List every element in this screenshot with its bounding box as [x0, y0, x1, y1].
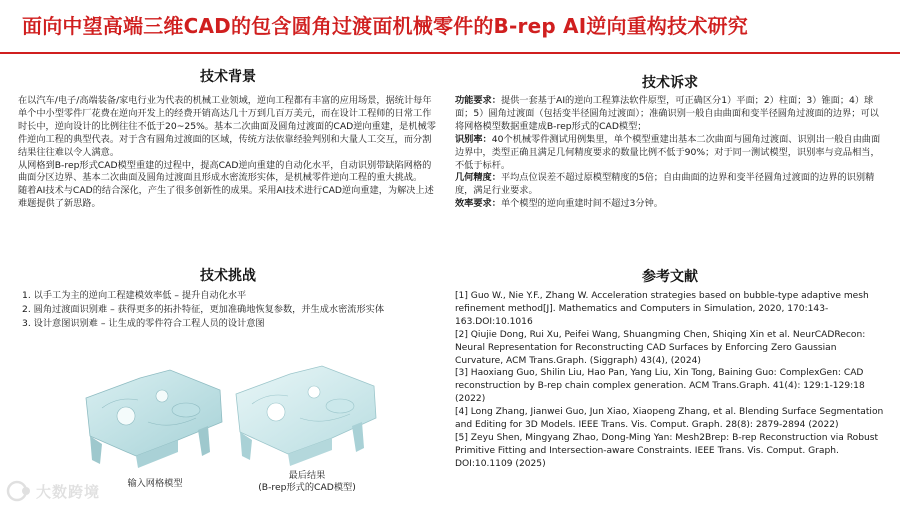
demand-function-label: 功能要求： — [455, 95, 501, 106]
demand-recognition-label: 识别率： — [455, 133, 492, 145]
challenges-list — [22, 290, 427, 331]
background-paragraph-2: 从网格到B-rep形式CAD模型重建的过程中，提高CAD逆向重建的自动化水平，自动识别带缺陷网格的曲面分区边界、基本二次曲面及圆角过渡面且形成水密流形实体，是机械零件逆向工程的重大挑战。 — [18, 159, 432, 184]
result-cad-caption-line2: (B-rep形式的CAD模型) — [258, 482, 356, 493]
reference-item-1: [1] Guo W., Nie Y.F., Zhang W. Acceleration strategies based on bubble-type adaptive mesh refinement method[J]. Mathematics and Computers in Simulation, 2020, 170:143-163.DOI:10.1016 — [455, 291, 869, 327]
reference-item-3: [3] Haoxiang Guo, Shilin Liu, Hao Pan, Yang Liu, Xin Tong, Baining Guo: ComplexGen: CAD reconstruction by B-rep chain complex generation. ACM Trans.Graph. 41(4): 129:1-129:18 (2022) — [455, 368, 865, 405]
input-mesh-model-image — [78, 360, 228, 472]
challenges-heading: 技术挑战 — [200, 268, 256, 284]
demand-efficiency — [455, 198, 885, 211]
reference-item-2: [2] Qiujie Dong, Rui Xu, Peifei Wang, Shuangming Chen, Shiqing Xin et al. NeurCADRecon: Neural Representation for Reconstructing CAD Surfaces by Enforcing Zero Gaussian Curvature, ACM Trans.Graph. (Siggraph) 43(4), (2024) — [455, 329, 866, 366]
result-cad-model-image — [230, 358, 380, 470]
title-divider — [0, 52, 900, 54]
reference-item-4: [4] Long Zhang, Jianwei Guo, Jun Xiao, Xiaopeng Zhang, et al. Blending Surface Segmentation and Editing for 3D Models. IEEE Trans. Vis. Comput. Graph. 28(8): 2879-2894 (2022) — [455, 407, 884, 431]
challenge-item-2: 2. 圆角过渡面识别难 – 获得更多的拓扑特征，更加准确地恢复参数，并生成水密流形实体 — [22, 303, 385, 315]
demands-heading: 技术诉求 — [642, 75, 698, 91]
challenge-item-1: 1. 以手工为主的逆向工程建模效率低 – 提升自动化水平 — [22, 290, 247, 301]
watermark-text: 大数跨境 — [36, 482, 101, 501]
background-heading: 技术背景 — [200, 69, 256, 85]
watermark-logo-icon — [6, 480, 32, 502]
poster-title: 面向中望高端三维CAD的包含圆角过渡面机械零件的B-rep AI逆向重构技术研究 — [22, 14, 748, 38]
references-list — [455, 290, 885, 471]
result-cad-caption — [232, 470, 382, 494]
background-body — [18, 95, 438, 211]
demand-precision — [455, 172, 885, 198]
references-heading: 参考文献 — [642, 269, 698, 285]
demand-function-text: 提供一套基于AI的逆向工程算法软件原型，可正确区分1）平面；2）柱面；3）锥面；4）球面；5）圆角过渡面（包括变半径圆角过渡面）；准确识别一般自由曲面和变半径圆角过渡面的边界；可以将网格模型数据重建成B-rep形式的CAD模型； — [455, 95, 879, 132]
demands-body — [455, 95, 885, 211]
demand-recognition — [455, 134, 885, 173]
demand-efficiency-text: 单个模型的逆向重建时间不超过3分钟。 — [500, 198, 663, 210]
demand-recognition-text: 40个机械零件测试用例集里，单个模型重建出基本二次曲面与圆角过渡面、识别出一般自由曲面边界中，类型正确且满足几何精度要求的数量比例不低于90%；对于同一测试模型，识别率与竞品相当，不低于标杆。 — [455, 133, 881, 171]
watermark — [6, 478, 100, 504]
result-cad-caption-line1: 最后结果 — [288, 470, 326, 481]
challenges-body — [22, 290, 427, 332]
reference-item-5: [5] Zeyu Shen, Mingyang Zhao, Dong-Ming Yan: Mesh2Brep: B-rep Reconstruction via Robust Primitive Fitting and Intersection-aware Constraints. IEEE Trans. Vis. Comput. Graph. DOI:10.1109 (2025) — [455, 432, 879, 469]
input-mesh-caption: 输入网格模型 — [127, 478, 183, 489]
challenge-item-3: 3. 设计意图识别难 – 让生成的零件符合工程人员的设计意图 — [22, 317, 265, 329]
background-paragraph-1: 在以汽车/电子/高端装备/家电行业为代表的机械工业领域，逆向工程都有丰富的应用场景，据统计每年单个中小型零件厂花费在逆向开发上的经费开销高达几十万到几百万美元，而在设计工程师的日常工作时长中，逆向设计的比例往往不低于20~25%。基本二次曲面及圆角过渡面的CAD逆向重建，是机械零件逆向工程的典型代表。对于含有圆角过渡面的区域，传统方法依靠经验判别和大量人工交互，而分割结果往往难以令人满意。 — [18, 95, 436, 158]
demand-precision-text: 平均点位误差不超过原模型精度的5倍；自由曲面的边界和变半径圆角过渡面的边界的识别精度，满足行业要求。 — [455, 172, 875, 197]
background-paragraph-3: 随着AI技术与CAD的结合深化，产生了很多创新性的成果。采用AI技术进行CAD逆向重建，为解决上述难题提供了新思路。 — [18, 185, 434, 210]
demand-function — [455, 95, 885, 134]
demand-precision-label: 几何精度： — [455, 172, 501, 184]
demand-efficiency-label: 效率要求： — [455, 198, 501, 210]
